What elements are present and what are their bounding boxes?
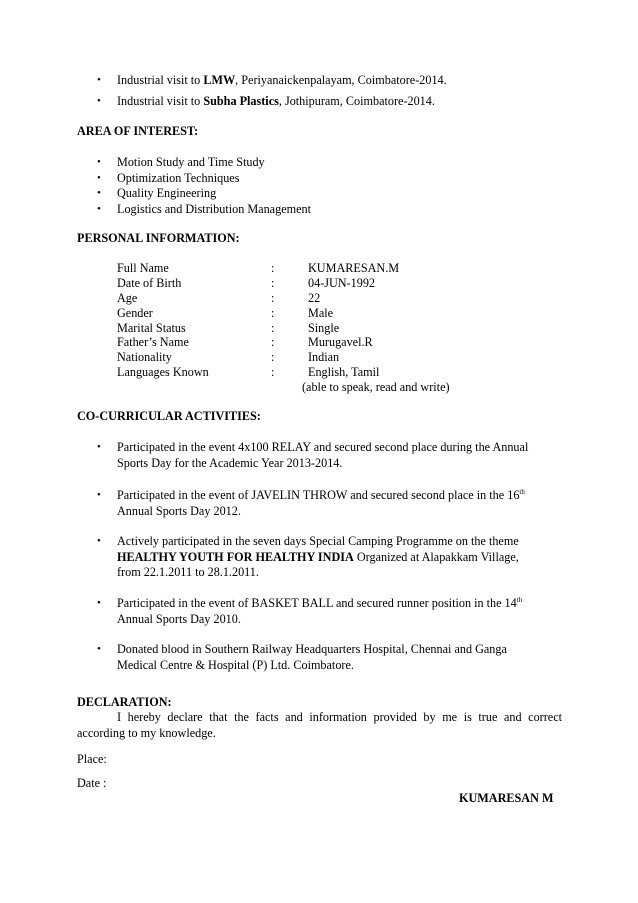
info-label: Gender — [117, 306, 153, 320]
activity-item-line: Participated in the event of JAVELIN THROW and secured second place in the 16th — [117, 488, 525, 502]
info-label: Age — [117, 291, 138, 305]
activity-item-line: Donated blood in Southern Railway Headquarters Hospital, Chennai and Ganga — [117, 642, 507, 656]
info-colon: : — [271, 291, 275, 305]
place-label: Place: — [77, 752, 107, 766]
activity-item-line: Annual Sports Day 2012. — [117, 504, 241, 518]
activity-item-line: Sports Day for the Academic Year 2013-2014. — [117, 456, 343, 470]
info-label: Father’s Name — [117, 335, 189, 349]
signature-name: KUMARESAN M — [459, 791, 554, 805]
co-curricular-heading: CO-CURRICULAR ACTIVITIES: — [77, 409, 261, 423]
bullet: • — [97, 172, 101, 184]
bullet: • — [97, 441, 101, 453]
info-colon: : — [271, 261, 275, 275]
info-label: Marital Status — [117, 321, 186, 335]
declaration-text-line2: according to my knowledge. — [77, 726, 216, 740]
info-colon: : — [271, 335, 275, 349]
info-value: Indian — [308, 350, 340, 364]
bullet: • — [97, 489, 101, 501]
visit-item: Industrial visit to LMW, Periyanaickenpalayam, Coimbatore-2014. — [117, 73, 447, 87]
visit-item: Industrial visit to Subha Plastics, Jothipuram, Coimbatore-2014. — [117, 94, 435, 108]
interest-item: Logistics and Distribution Management — [117, 202, 311, 216]
activity-item-line: Annual Sports Day 2010. — [117, 612, 241, 626]
info-label: Full Name — [117, 261, 169, 275]
bullet: • — [97, 535, 101, 547]
interest-item: Optimization Techniques — [117, 171, 240, 185]
info-value: Murugavel.R — [308, 335, 373, 349]
interest-item: Motion Study and Time Study — [117, 155, 265, 169]
declaration-text-line1: I hereby declare that the facts and information provided by me is true and correct — [117, 710, 562, 724]
bullet: • — [97, 74, 101, 86]
activity-item-line: Participated in the event 4x100 RELAY and secured second place during the Annual — [117, 440, 529, 454]
info-colon: : — [271, 276, 275, 290]
info-label: Date of Birth — [117, 276, 182, 290]
bullet: • — [97, 643, 101, 655]
date-label: Date : — [77, 776, 107, 790]
info-colon: : — [271, 321, 275, 335]
info-colon: : — [271, 350, 275, 364]
area-of-interest-heading: AREA OF INTEREST: — [77, 124, 199, 138]
info-value: KUMARESAN.M — [308, 261, 400, 275]
info-colon: : — [271, 306, 275, 320]
bullet: • — [97, 203, 101, 215]
info-value: Single — [308, 321, 340, 335]
declaration-heading: DECLARATION: — [77, 695, 172, 709]
info-value: 04-JUN-1992 — [308, 276, 376, 290]
bullet: • — [97, 187, 101, 199]
bullet: • — [97, 597, 101, 609]
info-label: Languages Known — [117, 365, 209, 379]
languages-note: (able to speak, read and write) — [302, 380, 450, 394]
info-value: 22 — [308, 291, 321, 305]
activity-item-line: Actively participated in the seven days Special Camping Programme on the theme — [117, 534, 519, 548]
activity-item-line: from 22.1.2011 to 28.1.2011. — [117, 565, 259, 579]
activity-item-line: HEALTHY YOUTH FOR HEALTHY INDIA Organized at Alapakkam Village, — [117, 550, 519, 564]
info-label: Nationality — [117, 350, 172, 364]
activity-item-line: Participated in the event of BASKET BALL and secured runner position in the 14th — [117, 596, 523, 610]
info-colon: : — [271, 365, 275, 379]
info-value: English, Tamil — [308, 365, 380, 379]
personal-information-heading: PERSONAL INFORMATION: — [77, 231, 240, 245]
activity-item-line: Medical Centre & Hospital (P) Ltd. Coimbatore. — [117, 658, 354, 672]
bullet: • — [97, 156, 101, 168]
bullet: • — [97, 95, 101, 107]
info-value: Male — [308, 306, 334, 320]
interest-item: Quality Engineering — [117, 186, 217, 200]
